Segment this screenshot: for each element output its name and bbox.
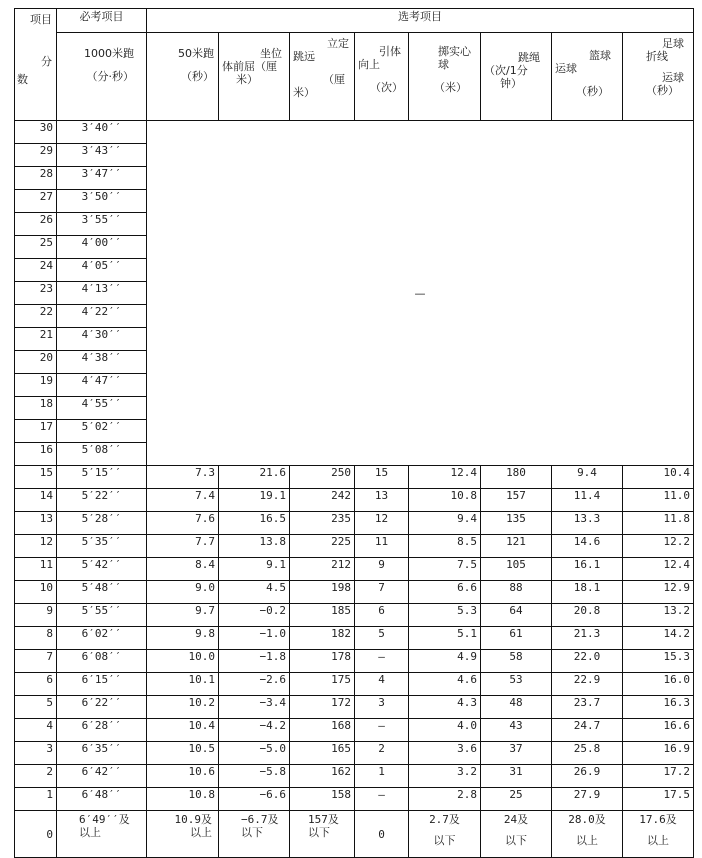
rope-cell: 48: [481, 696, 552, 719]
rope-cell: [481, 811, 552, 858]
long-jump-cell: 212: [290, 558, 355, 581]
col-header-line: 引体: [379, 45, 401, 58]
col-header-unit: （秒）: [181, 70, 214, 83]
score-cell: 20: [15, 351, 57, 374]
shot-ball-cell: 12.4: [409, 466, 481, 489]
table-row: [15, 581, 694, 604]
run1000-cell: 5′22′′: [57, 489, 147, 512]
score-cell: 22: [15, 305, 57, 328]
col-header-line: 篮球: [589, 49, 611, 62]
value-line: 6′49′′及: [79, 813, 130, 826]
run50-cell: [147, 811, 219, 858]
score-cell: 1: [15, 788, 57, 811]
table-row: [15, 604, 694, 627]
basketball-cell: 13.3: [552, 512, 623, 535]
table-row-zero: [15, 811, 694, 858]
run50-cell: 7.7: [147, 535, 219, 558]
col-header-line: 向上: [358, 58, 380, 71]
shot-ball-cell: 4.3: [409, 696, 481, 719]
basketball-cell: 21.3: [552, 627, 623, 650]
run1000-cell: 3′47′′: [57, 167, 147, 190]
rope-cell: 37: [481, 742, 552, 765]
pullup-cell: 13: [355, 489, 409, 512]
rope-cell: 105: [481, 558, 552, 581]
score-cell: 29: [15, 144, 57, 167]
required-group-header: 必考项目: [57, 9, 147, 33]
score-table: [14, 8, 694, 858]
basketball-cell: 24.7: [552, 719, 623, 742]
football-cell: 12.2: [623, 535, 694, 558]
run1000-cell: 4′22′′: [57, 305, 147, 328]
optional-not-applicable-cell: —: [147, 121, 694, 466]
run50-cell: 10.6: [147, 765, 219, 788]
qualifier-line: 以下: [241, 826, 263, 839]
corner-label-score-2: 数: [17, 73, 28, 86]
long-jump-cell: 185: [290, 604, 355, 627]
score-cell: 30: [15, 121, 57, 144]
run1000-cell: 5′15′′: [57, 466, 147, 489]
pullup-cell: 4: [355, 673, 409, 696]
sit-reach-cell: −1.0: [219, 627, 290, 650]
score-cell: 2: [15, 765, 57, 788]
pullup-cell: 11: [355, 535, 409, 558]
col-header-line: 运球: [662, 71, 684, 84]
pullup-cell: 12: [355, 512, 409, 535]
shot-ball-cell: 4.0: [409, 719, 481, 742]
qualifier-line: 以上: [79, 826, 101, 839]
football-cell: 10.4: [623, 466, 694, 489]
pullup-cell: 6: [355, 604, 409, 627]
sit-reach-cell: 13.8: [219, 535, 290, 558]
col-header-line: 立定: [327, 37, 349, 50]
col-header-long-jump: [290, 33, 355, 121]
run1000-cell: 4′05′′: [57, 259, 147, 282]
run50-cell: 9.8: [147, 627, 219, 650]
qualifier-line: 以下: [505, 834, 527, 847]
shot-ball-cell: 2.8: [409, 788, 481, 811]
value-line: 24及: [503, 813, 529, 826]
run1000-cell: 4′55′′: [57, 397, 147, 420]
rope-cell: 135: [481, 512, 552, 535]
shot-ball-cell: 7.5: [409, 558, 481, 581]
run1000-cell: 6′35′′: [57, 742, 147, 765]
col-header-unit: （厘: [323, 73, 345, 86]
col-header-unit: （次/1分: [484, 64, 528, 77]
score-cell: 25: [15, 236, 57, 259]
shot-ball-cell: 8.5: [409, 535, 481, 558]
score-cell: 12: [15, 535, 57, 558]
run50-cell: 9.0: [147, 581, 219, 604]
pullup-cell: 15: [355, 466, 409, 489]
col-header-rope: [481, 33, 552, 121]
basketball-cell: 27.9: [552, 788, 623, 811]
run50-cell: 10.2: [147, 696, 219, 719]
score-cell: 18: [15, 397, 57, 420]
col-header-line: 50米跑: [178, 47, 214, 60]
shot-ball-cell: 6.6: [409, 581, 481, 604]
run1000-cell: 5′28′′: [57, 512, 147, 535]
corner-header-cell: [15, 9, 57, 121]
table-row: [15, 788, 694, 811]
rope-cell: 157: [481, 489, 552, 512]
run1000-cell: [57, 811, 147, 858]
run1000-cell: 5′48′′: [57, 581, 147, 604]
sit-reach-cell: 21.6: [219, 466, 290, 489]
score-cell: 21: [15, 328, 57, 351]
run1000-cell: 5′08′′: [57, 443, 147, 466]
table-row: [15, 535, 694, 558]
value-line: 17.6及: [639, 813, 677, 826]
col-header-run1000: [57, 33, 147, 121]
run1000-cell: 4′13′′: [57, 282, 147, 305]
run1000-cell: 5′42′′: [57, 558, 147, 581]
run1000-cell: 5′35′′: [57, 535, 147, 558]
long-jump-cell: 175: [290, 673, 355, 696]
long-jump-cell: 165: [290, 742, 355, 765]
shot-ball-cell: 9.4: [409, 512, 481, 535]
basketball-cell: 26.9: [552, 765, 623, 788]
football-cell: 16.9: [623, 742, 694, 765]
football-cell: 16.6: [623, 719, 694, 742]
col-header-unit: （秒）: [576, 85, 609, 98]
long-jump-cell: 235: [290, 512, 355, 535]
score-cell: 4: [15, 719, 57, 742]
football-cell: 11.8: [623, 512, 694, 535]
qualifier-line: 以上: [576, 834, 598, 847]
rope-cell: 53: [481, 673, 552, 696]
pullup-cell: 2: [355, 742, 409, 765]
table-row: [15, 673, 694, 696]
basketball-cell: 18.1: [552, 581, 623, 604]
rope-cell: 180: [481, 466, 552, 489]
col-header-unit: （次）: [370, 81, 403, 94]
table-row: [15, 742, 694, 765]
table-row: [15, 489, 694, 512]
football-cell: 14.2: [623, 627, 694, 650]
football-cell: 12.9: [623, 581, 694, 604]
score-cell: 0: [15, 811, 57, 858]
col-header-run50: [147, 33, 219, 121]
pullup-cell: 3: [355, 696, 409, 719]
long-jump-cell: 242: [290, 489, 355, 512]
table-row: [15, 627, 694, 650]
shot-ball-cell: 3.6: [409, 742, 481, 765]
long-jump-cell: [290, 811, 355, 858]
sit-reach-cell: −6.6: [219, 788, 290, 811]
score-cell: 6: [15, 673, 57, 696]
value-line: −6.7及: [241, 813, 279, 826]
run1000-cell: 3′43′′: [57, 144, 147, 167]
rope-cell: 64: [481, 604, 552, 627]
run1000-cell: 6′48′′: [57, 788, 147, 811]
run1000-cell: 6′15′′: [57, 673, 147, 696]
sit-reach-cell: 4.5: [219, 581, 290, 604]
col-header-basketball: [552, 33, 623, 121]
run50-cell: 10.8: [147, 788, 219, 811]
shot-ball-cell: 5.1: [409, 627, 481, 650]
table-row: [15, 765, 694, 788]
run50-cell: 10.4: [147, 719, 219, 742]
football-cell: 13.2: [623, 604, 694, 627]
basketball-cell: 14.6: [552, 535, 623, 558]
col-header-line: 运球: [555, 62, 577, 75]
score-cell: 5: [15, 696, 57, 719]
col-header-line: 足球: [662, 37, 684, 50]
rope-cell: 31: [481, 765, 552, 788]
run50-cell: 10.0: [147, 650, 219, 673]
run1000-cell: 6′02′′: [57, 627, 147, 650]
run1000-cell: 5′02′′: [57, 420, 147, 443]
basketball-cell: 22.0: [552, 650, 623, 673]
score-cell: 9: [15, 604, 57, 627]
long-jump-cell: 172: [290, 696, 355, 719]
run50-cell: 7.4: [147, 489, 219, 512]
pullup-cell: 9: [355, 558, 409, 581]
table-row: [15, 512, 694, 535]
football-cell: 17.2: [623, 765, 694, 788]
score-cell: 19: [15, 374, 57, 397]
score-cell: 13: [15, 512, 57, 535]
long-jump-cell: 250: [290, 466, 355, 489]
run50-cell: 10.5: [147, 742, 219, 765]
rope-cell: 58: [481, 650, 552, 673]
basketball-cell: 20.8: [552, 604, 623, 627]
rope-cell: 43: [481, 719, 552, 742]
basketball-cell: [552, 811, 623, 858]
run1000-cell: 4′47′′: [57, 374, 147, 397]
col-header-line: 球: [438, 58, 449, 71]
col-header-football: [623, 33, 694, 121]
qualifier-line: 以下: [433, 834, 456, 847]
optional-group-header: 选考项目: [147, 9, 694, 33]
header-row-groups: [15, 9, 694, 33]
sit-reach-cell: 19.1: [219, 489, 290, 512]
pullup-cell: 0: [355, 811, 409, 858]
col-header-unit: （秒）: [646, 84, 679, 97]
col-header-unit: 米）: [236, 73, 258, 86]
rope-cell: 121: [481, 535, 552, 558]
score-cell: 17: [15, 420, 57, 443]
col-header-shot-ball: [409, 33, 481, 121]
col-header-unit: 钟）: [500, 77, 522, 90]
run1000-cell: 6′22′′: [57, 696, 147, 719]
score-cell: 3: [15, 742, 57, 765]
col-header-line: 跳远: [293, 50, 315, 63]
run50-cell: 9.7: [147, 604, 219, 627]
football-cell: 11.0: [623, 489, 694, 512]
value-line: 2.7及: [429, 813, 460, 826]
sit-reach-cell: −5.0: [219, 742, 290, 765]
qualifier-line: 以下: [308, 826, 330, 839]
score-cell: 11: [15, 558, 57, 581]
corner-label-score-1: 分: [41, 55, 52, 68]
score-cell: 8: [15, 627, 57, 650]
football-cell: 12.4: [623, 558, 694, 581]
rope-cell: 25: [481, 788, 552, 811]
football-cell: 16.3: [623, 696, 694, 719]
header-row-columns: [15, 33, 694, 121]
sit-reach-cell: −0.2: [219, 604, 290, 627]
score-cell: 16: [15, 443, 57, 466]
score-cell: 7: [15, 650, 57, 673]
long-jump-cell: 182: [290, 627, 355, 650]
rope-cell: 61: [481, 627, 552, 650]
score-cell: 14: [15, 489, 57, 512]
long-jump-cell: 198: [290, 581, 355, 604]
pullup-cell: —: [355, 650, 409, 673]
score-cell: 23: [15, 282, 57, 305]
score-cell: 15: [15, 466, 57, 489]
basketball-cell: 23.7: [552, 696, 623, 719]
corner-label-item: 项目: [30, 13, 52, 26]
run1000-cell: 3′50′′: [57, 190, 147, 213]
long-jump-cell: 162: [290, 765, 355, 788]
run1000-cell: 3′40′′: [57, 121, 147, 144]
run1000-cell: 4′30′′: [57, 328, 147, 351]
pullup-cell: 5: [355, 627, 409, 650]
score-cell: 27: [15, 190, 57, 213]
basketball-cell: 22.9: [552, 673, 623, 696]
col-header-line: 坐位: [260, 47, 282, 60]
shot-ball-cell: 3.2: [409, 765, 481, 788]
basketball-cell: 11.4: [552, 489, 623, 512]
table-row: [15, 696, 694, 719]
pullup-cell: 7: [355, 581, 409, 604]
sit-reach-cell: −5.8: [219, 765, 290, 788]
score-cell: 24: [15, 259, 57, 282]
football-cell: 15.3: [623, 650, 694, 673]
col-header-pullup: [355, 33, 409, 121]
run1000-cell: 6′28′′: [57, 719, 147, 742]
col-header-line: 体前屈（厘: [222, 60, 277, 73]
score-cell: 26: [15, 213, 57, 236]
col-header-unit: （分·秒）: [86, 70, 134, 83]
table-row: [15, 650, 694, 673]
football-cell: 17.5: [623, 788, 694, 811]
pullup-cell: —: [355, 719, 409, 742]
shot-ball-cell: [409, 811, 481, 858]
value-line: 28.0及: [568, 813, 606, 826]
sit-reach-cell: 16.5: [219, 512, 290, 535]
qualifier-line: 以上: [647, 834, 669, 847]
pullup-cell: 1: [355, 765, 409, 788]
sit-reach-cell: −3.4: [219, 696, 290, 719]
score-cell: 28: [15, 167, 57, 190]
col-header-line: 跳绳: [518, 51, 540, 64]
long-jump-cell: 168: [290, 719, 355, 742]
value-line: 157及: [308, 813, 339, 826]
sit-reach-cell: [219, 811, 290, 858]
football-cell: [623, 811, 694, 858]
table-row: [15, 466, 694, 489]
basketball-cell: 9.4: [552, 466, 623, 489]
rope-cell: 88: [481, 581, 552, 604]
sit-reach-cell: −1.8: [219, 650, 290, 673]
col-header-unit: （米）: [434, 81, 467, 94]
long-jump-cell: 178: [290, 650, 355, 673]
table-row: [15, 719, 694, 742]
run1000-cell: 6′42′′: [57, 765, 147, 788]
col-header-unit: 米）: [293, 86, 315, 99]
shot-ball-cell: 10.8: [409, 489, 481, 512]
qualifier-line: 以上: [190, 826, 212, 839]
col-header-line: 1000米跑: [84, 47, 134, 60]
shot-ball-cell: 4.9: [409, 650, 481, 673]
shot-ball-cell: 5.3: [409, 604, 481, 627]
run50-cell: 7.6: [147, 512, 219, 535]
run50-cell: 10.1: [147, 673, 219, 696]
value-line: 10.9及: [174, 813, 212, 826]
long-jump-cell: 225: [290, 535, 355, 558]
pullup-cell: —: [355, 788, 409, 811]
run50-cell: 7.3: [147, 466, 219, 489]
run1000-cell: 4′38′′: [57, 351, 147, 374]
sit-reach-cell: 9.1: [219, 558, 290, 581]
sit-reach-cell: −2.6: [219, 673, 290, 696]
table-row: [15, 121, 694, 144]
table-row: [15, 558, 694, 581]
run1000-cell: 5′55′′: [57, 604, 147, 627]
football-cell: 16.0: [623, 673, 694, 696]
col-header-line: 掷实心: [438, 45, 471, 58]
run50-cell: 8.4: [147, 558, 219, 581]
score-cell: 10: [15, 581, 57, 604]
col-header-line: 折线: [646, 50, 668, 63]
run1000-cell: 3′55′′: [57, 213, 147, 236]
sit-reach-cell: −4.2: [219, 719, 290, 742]
basketball-cell: 25.8: [552, 742, 623, 765]
col-header-sit-reach: [219, 33, 290, 121]
shot-ball-cell: 4.6: [409, 673, 481, 696]
basketball-cell: 16.1: [552, 558, 623, 581]
run1000-cell: 4′00′′: [57, 236, 147, 259]
run1000-cell: 6′08′′: [57, 650, 147, 673]
long-jump-cell: 158: [290, 788, 355, 811]
